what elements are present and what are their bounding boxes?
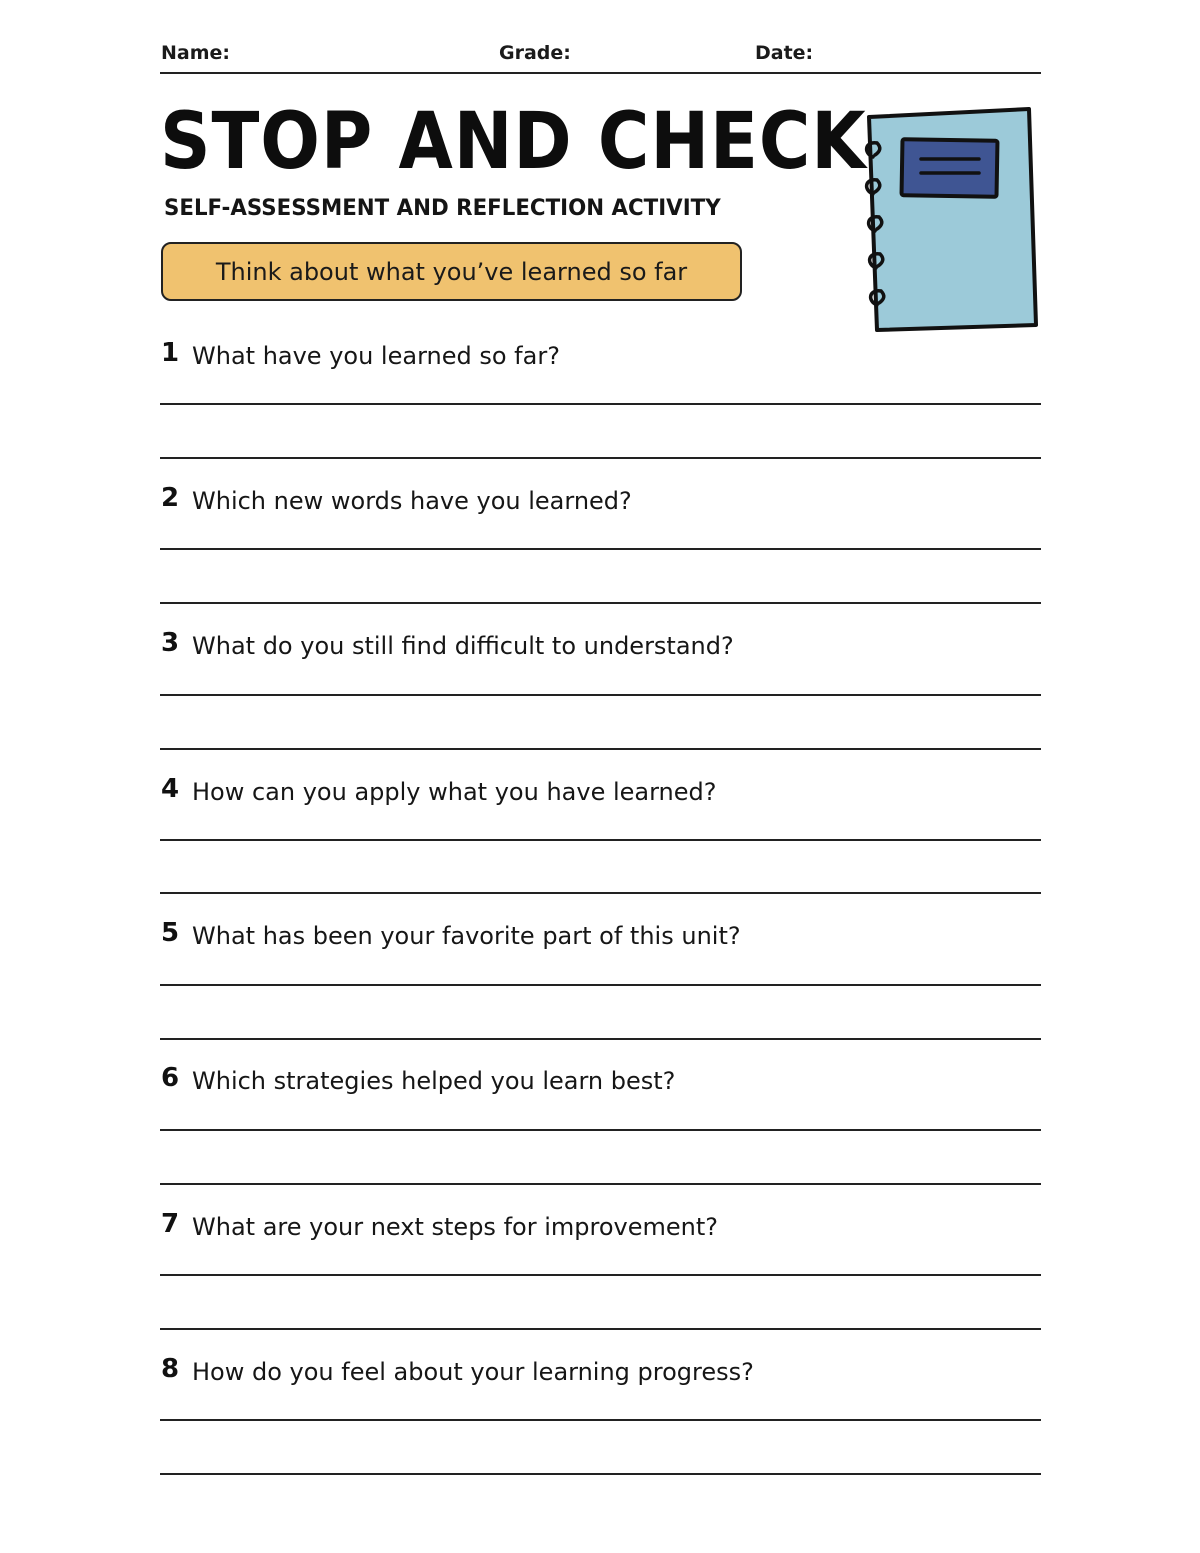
answer-line[interactable] <box>160 694 1041 696</box>
answer-line[interactable] <box>160 1328 1041 1330</box>
question-number: 8 <box>161 1354 180 1384</box>
answer-line[interactable] <box>160 457 1041 459</box>
answer-line[interactable] <box>160 839 1041 841</box>
question-text: How can you apply what you have learned? <box>192 778 717 806</box>
question-text: What has been your favorite part of this unit? <box>192 922 741 950</box>
question-text: What have you learned so far? <box>192 342 560 370</box>
answer-line[interactable] <box>160 1473 1041 1475</box>
notebook-label <box>902 139 998 197</box>
answer-line[interactable] <box>160 403 1041 405</box>
answer-line[interactable] <box>160 548 1041 550</box>
answer-line[interactable] <box>160 1183 1041 1185</box>
answer-line[interactable] <box>160 1129 1041 1131</box>
header-divider <box>160 72 1041 74</box>
spiral-notebook-icon <box>855 105 1045 335</box>
page-title: STOP AND CHECK <box>160 97 867 187</box>
answer-line[interactable] <box>160 984 1041 986</box>
answer-line[interactable] <box>160 748 1041 750</box>
date-label: Date: <box>755 42 814 64</box>
answer-line[interactable] <box>160 602 1041 604</box>
question-text: Which strategies helped you learn best? <box>192 1067 676 1095</box>
question-number: 1 <box>161 338 180 368</box>
question-text: Which new words have you learned? <box>192 487 632 515</box>
grade-label: Grade: <box>499 42 571 64</box>
name-label: Name: <box>161 42 231 64</box>
question-text: What do you still find difficult to understand? <box>192 632 734 660</box>
question-number: 3 <box>161 628 180 658</box>
question-number: 4 <box>161 774 180 804</box>
question-number: 7 <box>161 1209 180 1239</box>
answer-line[interactable] <box>160 1274 1041 1276</box>
question-number: 5 <box>161 918 180 948</box>
question-text: What are your next steps for improvement? <box>192 1213 718 1241</box>
page-subtitle: SELF-ASSESSMENT AND REFLECTION ACTIVITY <box>164 196 721 221</box>
question-text: How do you feel about your learning progress? <box>192 1358 754 1386</box>
question-number: 2 <box>161 483 180 513</box>
question-number: 6 <box>161 1063 180 1093</box>
instruction-banner <box>161 242 742 301</box>
instruction-banner-text: Think about what you’ve learned so far <box>215 257 688 286</box>
answer-line[interactable] <box>160 1038 1041 1040</box>
header-fields <box>161 40 1041 66</box>
answer-line[interactable] <box>160 892 1041 894</box>
answer-line[interactable] <box>160 1419 1041 1421</box>
